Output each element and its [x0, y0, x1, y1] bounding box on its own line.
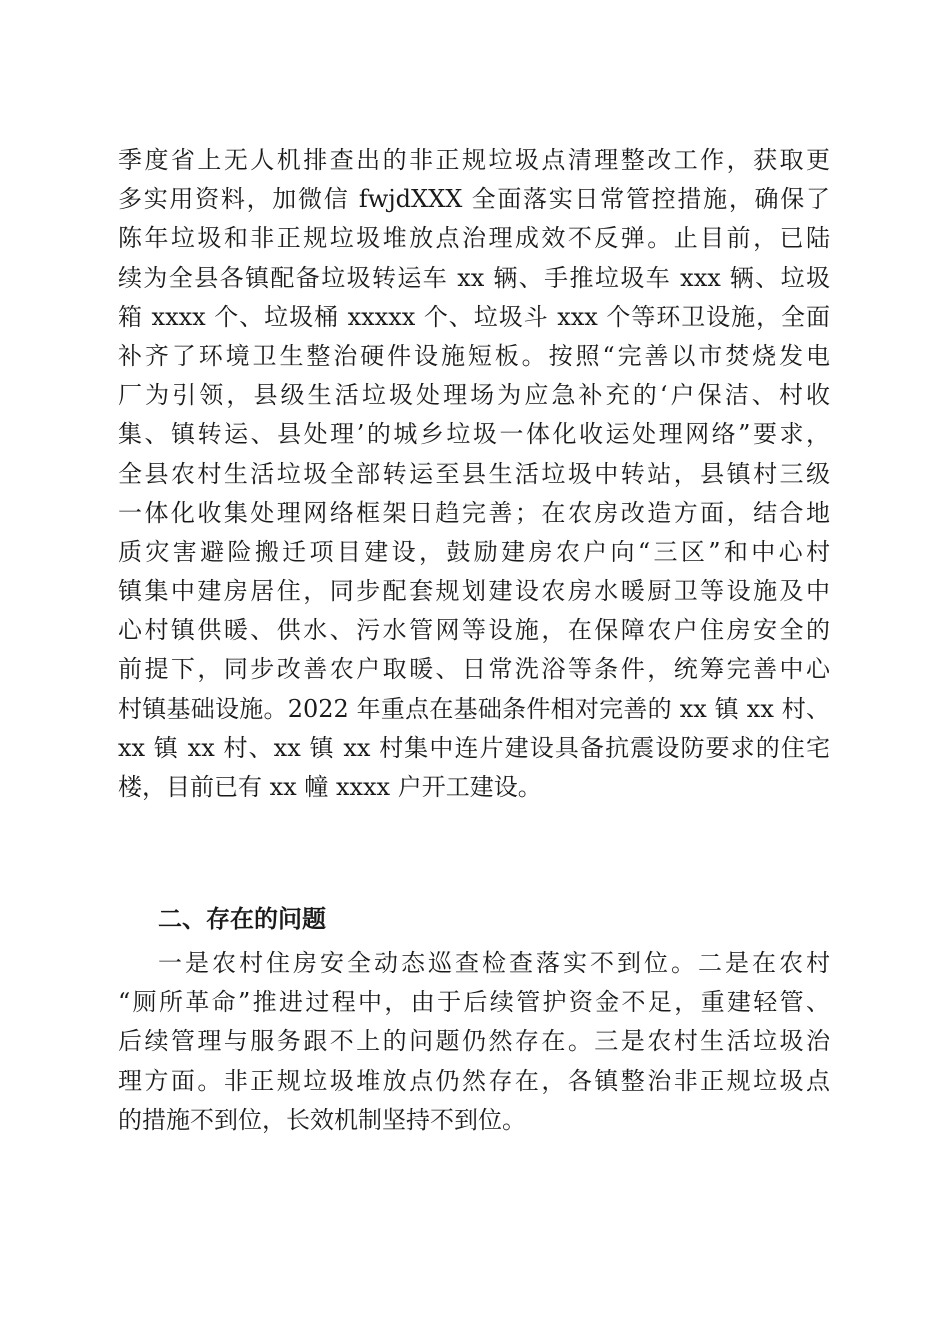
paragraph-line: 一是农村住房安全动态巡查检查落实不到位。二是在农村	[158, 949, 830, 977]
paragraph-line: 多实用资料，加微信 fwjdXXX 全面落实日常管控措施，确保了	[118, 185, 830, 214]
paragraph-progress	[118, 141, 830, 807]
section-heading: 二、存在的问题	[158, 905, 326, 933]
paragraph-line: 一体化收集处理网络框架日趋完善；在农房改造方面，结合地	[118, 498, 830, 527]
paragraph-line: “厕所革命”推进过程中，由于后续管护资金不足，重建轻管、	[118, 988, 830, 1017]
paragraph-line: 集、镇转运、县处理’的城乡垃圾一体化收运处理网络”要求，	[118, 420, 830, 449]
paragraph-line: 箱 xxxx 个、垃圾桶 xxxxx 个、垃圾斗 xxx 个等环卫设施，全面	[118, 302, 830, 331]
paragraph-line: 镇集中建房居住，同步配套规划建设农房水暖厨卫等设施及中	[118, 577, 830, 606]
paragraph-line: 前提下，同步改善农户取暖、日常洗浴等条件，统筹完善中心	[118, 655, 830, 684]
paragraph-line: 理方面。非正规垃圾堆放点仍然存在，各镇整治非正规垃圾点	[118, 1066, 830, 1095]
paragraph-line: 质灾害避险搬迁项目建设，鼓励建房农户向“三区”和中心村	[118, 537, 830, 566]
paragraph-line: 补齐了环境卫生整治硬件设施短板。按照“完善以市焚烧发电	[118, 341, 830, 370]
paragraph-line: 后续管理与服务跟不上的问题仍然存在。三是农村生活垃圾治	[118, 1027, 830, 1056]
paragraph-line: 厂为引领，县级生活垃圾处理场为应急补充的‘户保洁、村收	[118, 381, 830, 410]
paragraph-line: 村镇基础设施。2022 年重点在基础条件相对完善的 xx 镇 xx 村、	[118, 694, 830, 723]
paragraph-line: 楼，目前已有 xx 幢 xxxx 户开工建设。	[118, 773, 542, 801]
paragraph-line: 季度省上无人机排查出的非正规垃圾点清理整改工作，获取更	[118, 146, 830, 174]
paragraph-line: 的措施不到位，长效机制坚持不到位。	[118, 1105, 526, 1134]
paragraph-line: 续为全县各镇配备垃圾转运车 xx 辆、手推垃圾车 xxx 辆、垃圾	[118, 263, 830, 292]
paragraph-line: 心村镇供暖、供水、污水管网等设施，在保障农户住房安全的	[118, 616, 830, 645]
paragraph-line: 全县农村生活垃圾全部转运至县生活垃圾中转站，县镇村三级	[118, 459, 830, 488]
paragraph-line: 陈年垃圾和非正规垃圾堆放点治理成效不反弹。止目前，已陆	[118, 224, 830, 253]
paragraph-line: xx 镇 xx 村、xx 镇 xx 村集中连片建设具备抗震设防要求的住宅	[118, 733, 830, 762]
paragraph-problems	[118, 944, 830, 1140]
